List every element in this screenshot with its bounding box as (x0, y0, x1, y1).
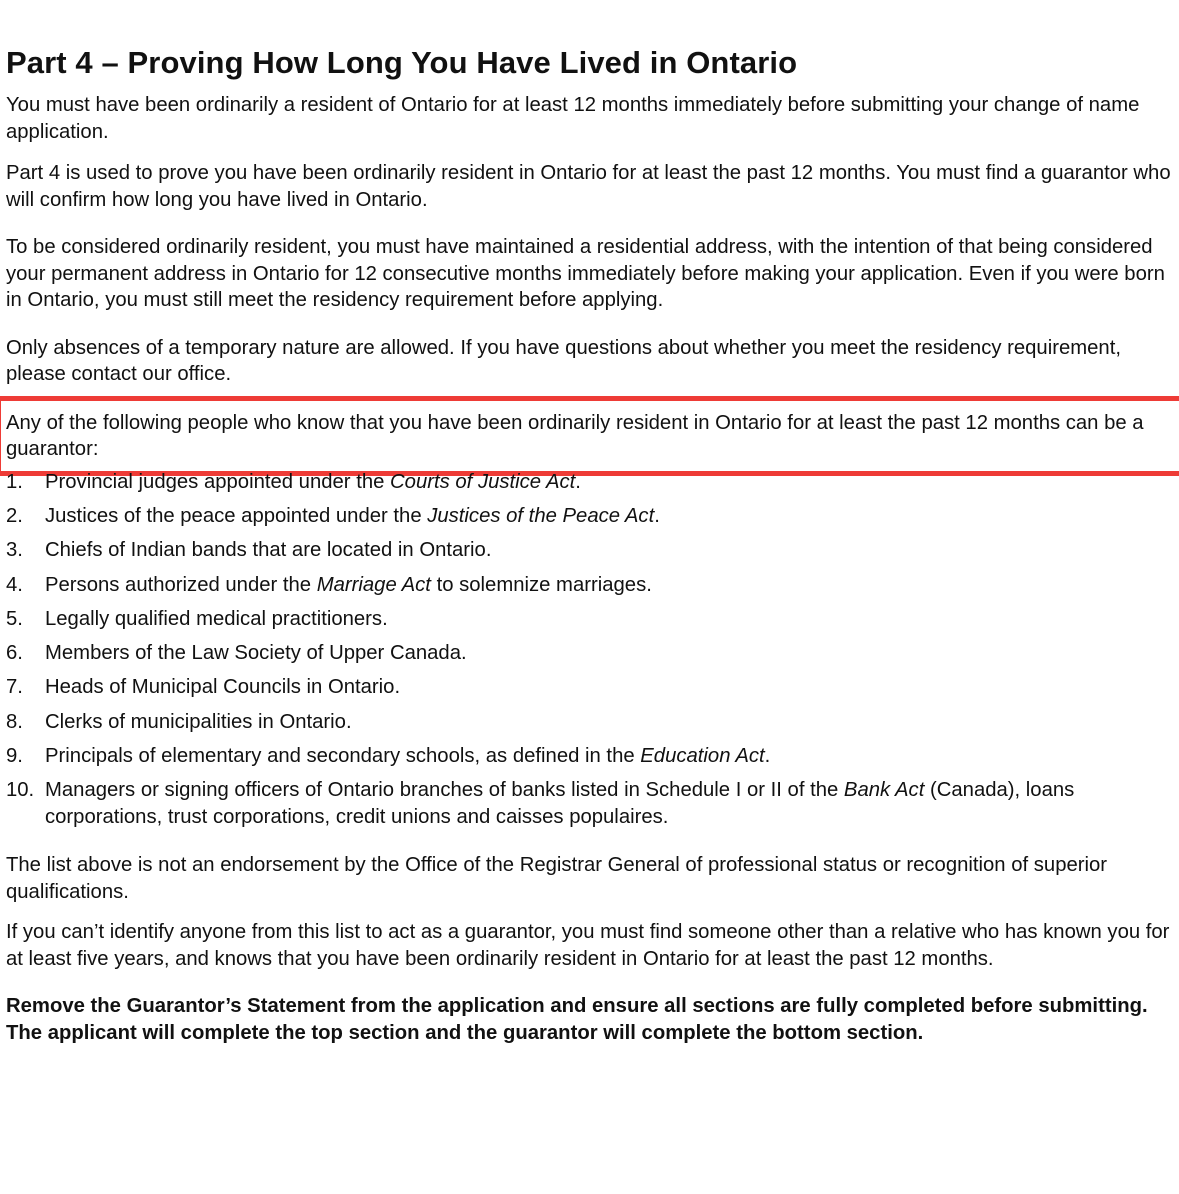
list-text-end: to solemnize marriages. (430, 573, 652, 596)
list-item (6, 709, 1174, 736)
list-number: 9. (6, 745, 23, 768)
list-text: Clerks of municipalities in Ontario. (45, 710, 352, 733)
list-act-name: Justices of the Peace Act (427, 504, 655, 527)
list-text: Legally qualified medical practitioners. (45, 607, 388, 630)
document-page (6, 44, 1174, 1046)
list-text-end: (Canada), loans corporations, trust corporations, credit unions and caisses populaires. (45, 779, 1075, 828)
list-text-end: . (575, 470, 581, 493)
list-number: 3. (6, 539, 23, 562)
list-text: Persons authorized under the (45, 573, 317, 596)
list-act-name: Education Act (640, 745, 765, 768)
highlighted-region (6, 410, 1174, 463)
paragraph-list-disclaimer: The list above is not an endorsement by the Office of the Registrar General of professional status or recognition of superior qualifications. (6, 854, 1108, 903)
paragraph-ordinarily-resident-definition: To be considered ordinarily resident, you must have maintained a residential address, with the intention of that being considered your permanent address in Ontario for 12 consecutive months immediately before making your application. Even if you were born in Ontario, you must still meet the residency requirement before applying. (6, 236, 1165, 312)
paragraph-alternative-guarantor: If you can’t identify anyone from this list to act as a guarantor, you must find someone other than a relative who has known you for at least five years, and knows that you have been ordinarily resident in Ontario for at least the past 12 months. (6, 921, 1170, 970)
list-item (6, 640, 1174, 667)
list-item (6, 503, 1174, 530)
list-number: 1. (6, 470, 23, 493)
section-heading: Part 4 – Proving How Long You Have Lived in Ontario (6, 45, 798, 80)
list-number: 6. (6, 642, 23, 665)
paragraph-guarantor-intro: Any of the following people who know that you have been ordinarily resident in Ontario for at least the past 12 months can be a guarantor: (6, 411, 1144, 461)
list-act-name: Marriage Act (316, 573, 431, 596)
paragraph-part4-purpose: Part 4 is used to prove you have been ordinarily resident in Ontario for at least the past 12 months. You must find a guarantor who will confirm how long you have lived in Ontario. (6, 162, 1171, 211)
list-number: 4. (6, 573, 23, 596)
paragraph-temporary-absences: Only absences of a temporary nature are allowed. If you have questions about whether you meet the residency requirement, please contact our office. (6, 336, 1121, 386)
list-number: 5. (6, 607, 23, 630)
list-text: Justices of the peace appointed under the (45, 504, 428, 527)
list-item (6, 777, 1174, 830)
list-text: Managers or signing officers of Ontario branches of banks listed in Schedule I or II of the (45, 779, 844, 802)
list-act-name: Bank Act (843, 779, 925, 802)
list-item (6, 537, 1174, 564)
list-item (6, 606, 1174, 633)
list-text: Heads of Municipal Councils in Ontario. (45, 676, 401, 699)
list-number: 7. (6, 676, 23, 699)
list-number: 10. (6, 779, 35, 802)
list-number: 8. (6, 710, 23, 733)
list-number: 2. (6, 504, 23, 527)
list-item (6, 743, 1174, 770)
list-text-end: . (764, 745, 771, 768)
list-act-name: Courts of Justice Act (390, 470, 576, 493)
list-item (6, 674, 1174, 701)
list-text-end: . (654, 504, 660, 527)
paragraph-submission-instructions: Remove the Guarantor’s Statement from the application and ensure all sections are fully completed before submitting. The applicant will complete the top section and the guarantor will complete the bottom section. (6, 995, 1148, 1044)
guarantor-list (6, 469, 1174, 831)
list-text: Members of the Law Society of Upper Canada. (45, 642, 467, 665)
list-text: Provincial judges appointed under the (45, 470, 391, 493)
list-text: Chiefs of Indian bands that are located in Ontario. (45, 539, 492, 562)
list-item (6, 469, 1174, 496)
list-item (6, 572, 1174, 599)
list-text: Principals of elementary and secondary schools, as defined in the (45, 745, 641, 768)
paragraph-residency-requirement: You must have been ordinarily a resident of Ontario for at least 12 months immediately before submitting your change of name application. (6, 94, 1140, 143)
